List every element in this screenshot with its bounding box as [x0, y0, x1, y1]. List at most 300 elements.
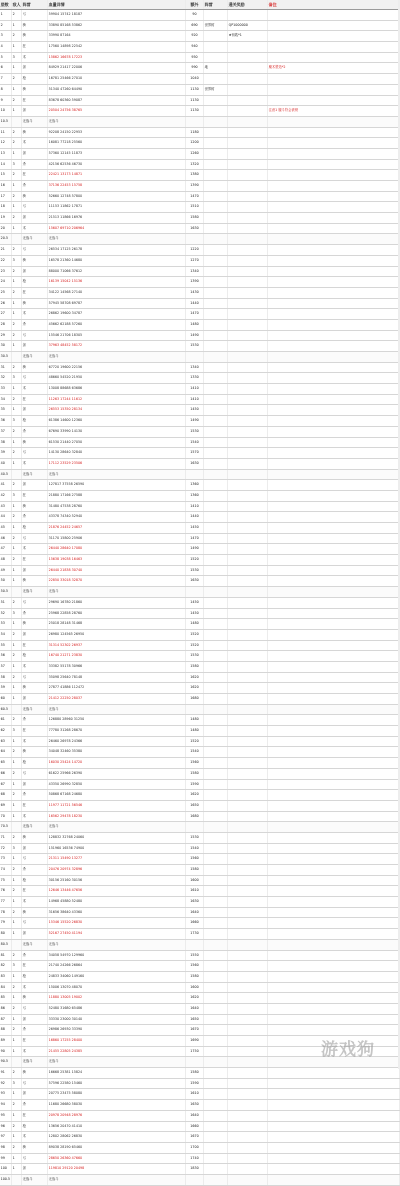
cell-floor: 60.5	[0, 705, 12, 715]
cell-note	[268, 234, 400, 244]
cell-group	[204, 972, 228, 982]
cell-reward	[228, 416, 268, 426]
cell-hp: 31656 38640 43360	[48, 908, 186, 918]
cell-reward	[228, 630, 268, 640]
cell-count	[12, 117, 22, 127]
header-group: 阵营	[204, 0, 228, 9]
cell-lv: 1480	[186, 619, 204, 629]
cell-group	[204, 769, 228, 779]
cell-group	[204, 833, 228, 843]
cell-reward	[228, 1154, 268, 1164]
cell-count: 1	[12, 42, 22, 52]
cell-count: 1	[12, 993, 22, 1003]
cell-count: 1	[12, 929, 22, 939]
cell-count: 2	[12, 245, 22, 255]
cell-note	[268, 438, 400, 448]
cell-group: 世界树	[204, 85, 228, 95]
cell-count: 2	[12, 1025, 22, 1035]
cell-note	[268, 1175, 400, 1185]
table-row	[0, 267, 400, 278]
table-row	[0, 908, 400, 919]
cell-reward	[228, 117, 268, 127]
cell-group	[204, 277, 228, 287]
cell-hp: 57596 22580 15460	[48, 1079, 186, 1089]
cell-faction: 杀	[22, 790, 48, 800]
cell-group	[204, 790, 228, 800]
cell-faction: 骑	[22, 256, 48, 266]
cell-count: 1	[12, 576, 22, 586]
cell-note	[268, 502, 400, 512]
table-row	[0, 587, 400, 598]
cell-group	[204, 641, 228, 651]
table-row	[0, 651, 400, 662]
cell-lv: 1540	[186, 747, 204, 757]
cell-group	[204, 384, 228, 394]
cell-count: 1	[12, 523, 22, 533]
cell-faction: 弓	[22, 10, 48, 20]
cell-hp: 20978 20948 28976	[48, 1111, 186, 1121]
cell-note	[268, 587, 400, 597]
cell-hp: 48660 54520 21950	[48, 373, 186, 383]
cell-reward	[228, 224, 268, 234]
cell-floor: 59	[0, 683, 12, 693]
cell-floor: 56	[0, 651, 12, 661]
cell-note	[268, 747, 400, 757]
cell-note	[268, 74, 400, 84]
cell-group	[204, 886, 228, 896]
cell-reward	[228, 288, 268, 298]
cell-floor: 40.5	[0, 470, 12, 480]
cell-reward	[228, 384, 268, 394]
cell-lv: 1130	[186, 96, 204, 106]
cell-floor: 71	[0, 833, 12, 843]
table-row	[0, 384, 400, 395]
table-row	[0, 74, 400, 85]
cell-lv: 950	[186, 53, 204, 63]
cell-count: 2	[12, 865, 22, 875]
cell-count: 1	[12, 1111, 22, 1121]
cell-lv	[186, 117, 204, 127]
cell-floor: 92	[0, 1079, 12, 1089]
cell-floor: 47	[0, 544, 12, 554]
cell-faction: 狂	[22, 491, 48, 501]
table-row	[0, 149, 400, 160]
cell-reward	[228, 715, 268, 725]
cell-floor: 45	[0, 523, 12, 533]
cell-note	[268, 85, 400, 95]
cell-faction: 术	[22, 1132, 48, 1142]
header-faction: 阵营	[22, 0, 48, 9]
cell-hp: 52167 27450 41194	[48, 929, 186, 939]
cell-floor: 25	[0, 288, 12, 298]
cell-group	[204, 1004, 228, 1014]
cell-note	[268, 128, 400, 138]
cell-group	[204, 555, 228, 565]
table-row	[0, 854, 400, 865]
cell-hp: 88000 71066 37612	[48, 267, 186, 277]
table-row	[0, 85, 400, 96]
cell-faction: 无战斗	[22, 1175, 48, 1185]
cell-count: 1	[12, 1036, 22, 1046]
table-row	[0, 512, 400, 523]
cell-group	[204, 459, 228, 469]
cell-reward	[228, 833, 268, 843]
cell-count	[12, 822, 22, 832]
cell-group	[204, 780, 228, 790]
cell-group	[204, 202, 228, 212]
cell-hp: 无战斗	[48, 352, 186, 362]
cell-lv: 1580	[186, 972, 204, 982]
table-row	[0, 1004, 400, 1015]
cell-count: 2	[12, 1004, 22, 1014]
cell-note	[268, 534, 400, 544]
cell-floor: 55	[0, 641, 12, 651]
cell-reward	[228, 534, 268, 544]
cell-group	[204, 53, 228, 63]
cell-lv: 1660	[186, 1122, 204, 1132]
cell-hp: 无战斗	[48, 1175, 186, 1185]
cell-reward	[228, 876, 268, 886]
cell-floor: 90	[0, 1047, 12, 1057]
cell-faction: 枪	[22, 277, 48, 287]
cell-count: 2	[12, 10, 22, 20]
cell-floor: 14	[0, 160, 12, 170]
cell-floor: 73	[0, 854, 12, 864]
table-row	[0, 822, 400, 833]
table-row	[0, 213, 400, 224]
cell-reward	[228, 769, 268, 779]
cell-group	[204, 352, 228, 362]
cell-group	[204, 213, 228, 223]
cell-reward	[228, 566, 268, 576]
table-row	[0, 630, 400, 641]
cell-hp: 15638 19038 16463	[48, 555, 186, 565]
cell-count: 2	[12, 320, 22, 330]
cell-lv: 1630	[186, 1100, 204, 1110]
cell-group	[204, 234, 228, 244]
table-row	[0, 1164, 400, 1175]
cell-floor: 30	[0, 341, 12, 351]
cell-floor: 84	[0, 983, 12, 993]
cell-hp: 151960 16536 74900	[48, 844, 186, 854]
cell-note	[268, 470, 400, 480]
cell-reward	[228, 1068, 268, 1078]
cell-count: 1	[12, 641, 22, 651]
cell-lv	[186, 234, 204, 244]
cell-hp: 14968 45880 52480	[48, 897, 186, 907]
cell-count: 2	[12, 74, 22, 84]
cell-faction: 弓	[22, 769, 48, 779]
cell-group	[204, 181, 228, 191]
cell-reward	[228, 181, 268, 191]
table-row	[0, 961, 400, 972]
table-row	[0, 983, 400, 994]
cell-faction: 剑	[22, 213, 48, 223]
cell-faction: 枪	[22, 972, 48, 982]
cell-group	[204, 416, 228, 426]
cell-reward	[228, 138, 268, 148]
table-row	[0, 1015, 400, 1026]
cell-faction: 骑	[22, 363, 48, 373]
cell-floor: 18	[0, 202, 12, 212]
cell-count: 1	[12, 384, 22, 394]
cell-reward	[228, 1122, 268, 1132]
cell-count: 2	[12, 715, 22, 725]
cell-lv: 1700	[186, 1143, 204, 1153]
cell-floor: 70.5	[0, 822, 12, 832]
cell-lv: 1610	[186, 886, 204, 896]
cell-hp: 77780 31268 28670	[48, 726, 186, 736]
cell-floor: 41	[0, 480, 12, 490]
cell-hp: 89038 28190 65460	[48, 1143, 186, 1153]
cell-faction: 剑	[22, 1089, 48, 1099]
cell-floor: 70	[0, 812, 12, 822]
cell-group	[204, 427, 228, 437]
cell-reward	[228, 886, 268, 896]
cell-count: 3	[12, 160, 22, 170]
table-row	[0, 1068, 400, 1079]
cell-note	[268, 983, 400, 993]
cell-count: 1	[12, 758, 22, 768]
cell-hp: 16578 21360 14680	[48, 256, 186, 266]
cell-hp: 15862 16678 17223	[48, 53, 186, 63]
cell-faction: 骑	[22, 31, 48, 41]
table-row	[0, 491, 400, 502]
cell-group	[204, 42, 228, 52]
cell-hp: 34122 14568 27140	[48, 288, 186, 298]
cell-note	[268, 705, 400, 715]
cell-floor: 62	[0, 726, 12, 736]
cell-lv: 1410	[186, 395, 204, 405]
cell-floor: 48	[0, 555, 12, 565]
cell-lv: 1470	[186, 192, 204, 202]
cell-hp: 61386 14600 12360	[48, 416, 186, 426]
cell-lv: 1830	[186, 1164, 204, 1174]
cell-note	[268, 523, 400, 533]
cell-hp: 59904 15742 18187	[48, 10, 186, 20]
cell-lv: 1670	[186, 1025, 204, 1035]
cell-lv: 1680	[186, 694, 204, 704]
cell-hp: 26534 17125 26178	[48, 245, 186, 255]
cell-faction: 杀	[22, 320, 48, 330]
cell-faction: 无战斗	[22, 705, 48, 715]
table-body	[0, 10, 400, 1186]
table-row	[0, 502, 400, 513]
cell-count: 2	[12, 331, 22, 341]
cell-faction: 狂	[22, 1036, 48, 1046]
table-row	[0, 833, 400, 844]
cell-reward	[228, 96, 268, 106]
cell-note	[268, 1100, 400, 1110]
cell-reward	[228, 993, 268, 1003]
cell-count: 1	[12, 662, 22, 672]
cell-hp: 37136 22453 15758	[48, 181, 186, 191]
cell-note	[268, 683, 400, 693]
cell-note	[268, 352, 400, 362]
cell-group	[204, 737, 228, 747]
cell-faction: 杀	[22, 1025, 48, 1035]
cell-floor: 10.5	[0, 117, 12, 127]
cell-reward	[228, 234, 268, 244]
cell-reward	[228, 491, 268, 501]
cell-hp: 无战斗	[48, 822, 186, 832]
cell-lv: 1130	[186, 106, 204, 116]
cell-floor: 11	[0, 128, 12, 138]
table-row	[0, 951, 400, 962]
cell-lv: 1520	[186, 555, 204, 565]
cell-reward	[228, 854, 268, 864]
cell-floor: 95	[0, 1111, 12, 1121]
cell-reward	[228, 737, 268, 747]
header-reward: 通关奖励	[228, 0, 268, 9]
cell-hp: 15346 15520 26830	[48, 918, 186, 928]
table-row	[0, 1025, 400, 1036]
cell-count: 1	[12, 341, 22, 351]
table-row	[0, 609, 400, 620]
cell-floor: 2	[0, 21, 12, 31]
cell-faction: 枪	[22, 758, 48, 768]
cell-floor: 40	[0, 459, 12, 469]
cell-lv: 1520	[186, 641, 204, 651]
header-count: 敌人	[12, 2, 21, 7]
cell-lv: 990	[186, 63, 204, 73]
cell-group	[204, 470, 228, 480]
cell-hp: 33990 87164	[48, 31, 186, 41]
cell-floor: 58	[0, 673, 12, 683]
cell-hp: 27877 41886 112472	[48, 683, 186, 693]
cell-hp: 17560 14898 22542	[48, 42, 186, 52]
cell-note	[268, 1154, 400, 1164]
cell-note	[268, 1057, 400, 1067]
table-row	[0, 31, 400, 42]
cell-group	[204, 854, 228, 864]
cell-group	[204, 31, 228, 41]
cell-group	[204, 544, 228, 554]
table-row	[0, 170, 400, 181]
cell-group	[204, 630, 228, 640]
cell-faction: 骑	[22, 21, 48, 31]
cell-count	[12, 352, 22, 362]
cell-count: 3	[12, 961, 22, 971]
cell-lv: 1550	[186, 951, 204, 961]
cell-lv: 1490	[186, 416, 204, 426]
cell-faction: 弓	[22, 673, 48, 683]
cell-lv: 1670	[186, 1132, 204, 1142]
header-hp: 血量详情	[48, 0, 186, 9]
cell-faction: 狂	[22, 801, 48, 811]
cell-hp: 无战斗	[48, 705, 186, 715]
cell-faction: 狂	[22, 96, 48, 106]
cell-floor: 29	[0, 331, 12, 341]
cell-group	[204, 726, 228, 736]
table-row	[0, 673, 400, 684]
cell-faction: 术	[22, 662, 48, 672]
cell-count: 1	[12, 277, 22, 287]
header-floor: 层数	[0, 0, 12, 9]
cell-note	[268, 1036, 400, 1046]
cell-faction: 无战斗	[22, 470, 48, 480]
cell-hp: 16781 25466 27010	[48, 74, 186, 84]
cell-reward	[228, 1025, 268, 1035]
cell-note	[268, 149, 400, 159]
cell-floor: 93	[0, 1089, 12, 1099]
cell-lv: 1340	[186, 363, 204, 373]
table-row	[0, 844, 400, 855]
cell-faction: 弓	[22, 854, 48, 864]
cell-floor: 100.5	[0, 1175, 12, 1185]
cell-count: 2	[12, 192, 22, 202]
cell-faction: 剑	[22, 1015, 48, 1025]
cell-faction: 弓	[22, 448, 48, 458]
cell-faction: 杀	[22, 181, 48, 191]
cell-note	[268, 480, 400, 490]
cell-faction: 骑	[22, 192, 48, 202]
table-row	[0, 801, 400, 812]
cell-count: 1	[12, 876, 22, 886]
cell-group	[204, 662, 228, 672]
table-row	[0, 1036, 400, 1047]
cell-group	[204, 993, 228, 1003]
cell-group	[204, 224, 228, 234]
cell-count: 2	[12, 951, 22, 961]
table-row	[0, 202, 400, 213]
cell-reward	[228, 683, 268, 693]
cell-count: 2	[12, 908, 22, 918]
cell-count: 2	[12, 96, 22, 106]
cell-faction: 弓	[22, 918, 48, 928]
cell-hp: 35098 25640 78148	[48, 673, 186, 683]
cell-floor: 30.5	[0, 352, 12, 362]
cell-reward	[228, 812, 268, 822]
cell-floor: 10	[0, 106, 12, 116]
cell-group	[204, 694, 228, 704]
cell-note	[268, 812, 400, 822]
cell-reward	[228, 331, 268, 341]
cell-group	[204, 534, 228, 544]
cell-note	[268, 1004, 400, 1014]
cell-floor: 80.5	[0, 940, 12, 950]
cell-faction: 骑	[22, 619, 48, 629]
cell-faction: 杀	[22, 865, 48, 875]
cell-reward	[228, 662, 268, 672]
cell-lv: 1530	[186, 341, 204, 351]
cell-floor: 96	[0, 1122, 12, 1132]
cell-count	[12, 1175, 22, 1185]
cell-hp: 12802 28062 26830	[48, 1132, 186, 1142]
cell-reward	[228, 63, 268, 73]
cell-group	[204, 576, 228, 586]
cell-floor: 24	[0, 277, 12, 287]
cell-faction: 骑	[22, 908, 48, 918]
cell-hp: 61622 25966 26390	[48, 769, 186, 779]
cell-count: 1	[12, 972, 22, 982]
table-row	[0, 576, 400, 587]
cell-group	[204, 1057, 228, 1067]
cell-note	[268, 373, 400, 383]
cell-note	[268, 363, 400, 373]
cell-floor: 77	[0, 897, 12, 907]
cell-note	[268, 331, 400, 341]
cell-lv	[186, 1057, 204, 1067]
cell-count	[12, 705, 22, 715]
cell-lv: 1340	[186, 267, 204, 277]
cell-hp: 126880 28960 31250	[48, 715, 186, 725]
cell-note	[268, 1079, 400, 1089]
cell-count: 2	[12, 555, 22, 565]
table-row	[0, 780, 400, 791]
cell-lv: 1580	[186, 662, 204, 672]
table-row	[0, 566, 400, 577]
